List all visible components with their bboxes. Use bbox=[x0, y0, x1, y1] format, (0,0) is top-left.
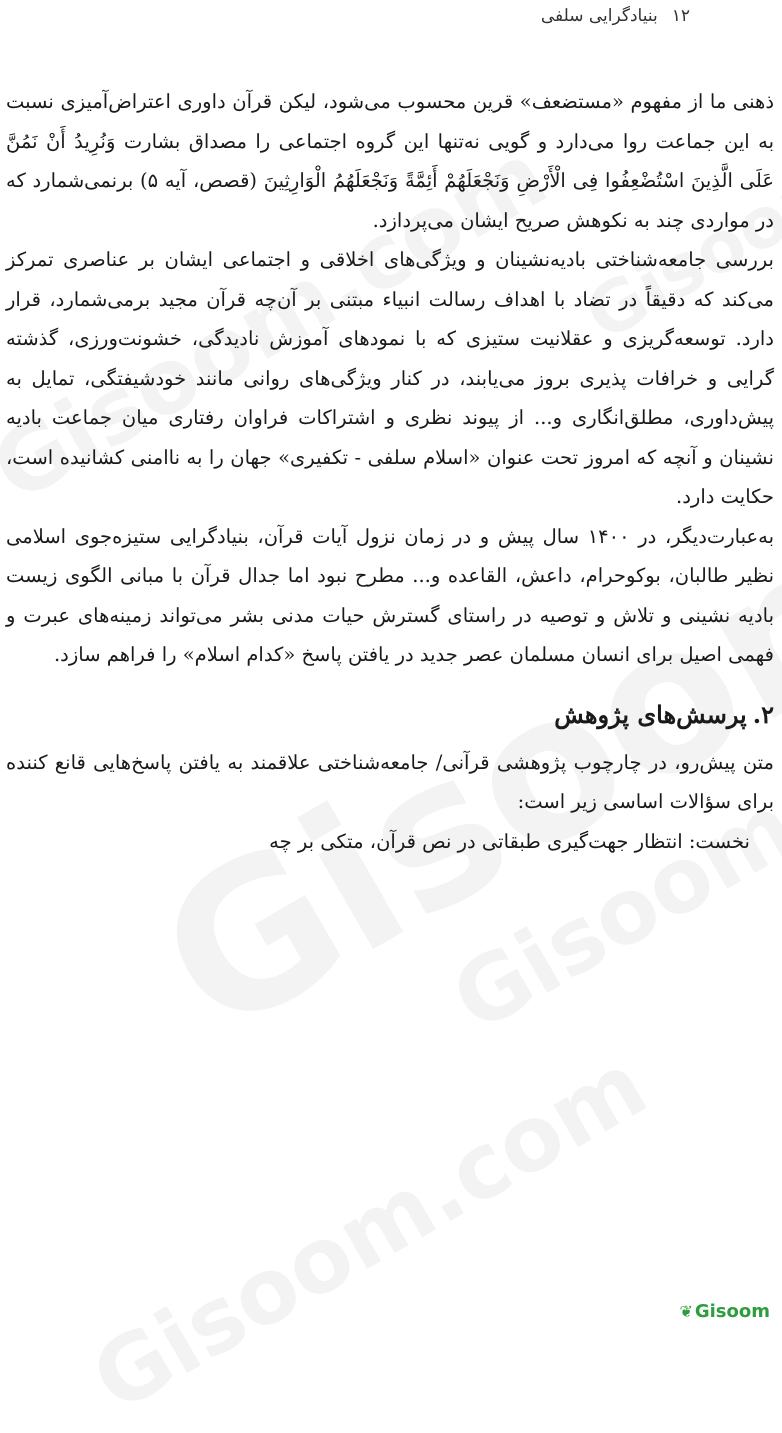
paragraph: ذهنی ما از مفهوم «مستضعف» قرین محسوب می‌شود، لیکن قرآن داوری اعتراض‌آمیزی نسبت به این جماعت روا می‌دارد و گویی نه‌تنها این گروه اجتماعی را مصداق بشارت وَنُرِیدُ أَنْ نَمُنَّ عَلَی الَّذِینَ اسْتُضْعِفُوا فِی الْأَرْضِ وَنَجْعَلَهُمْ أَئِمَّةً وَنَجْعَلَهُمُ الْوَارِثِینَ (قصص، آیه ۵) برنمی‌شمارد که در مواردی چند به نکوهش صریح ایشان می‌پردازد. bbox=[6, 90, 774, 232]
leaf-icon: ❦ bbox=[679, 1302, 693, 1321]
gisoom-logo bbox=[679, 1301, 770, 1322]
section-title: پرسش‌های پژوهش bbox=[554, 699, 747, 729]
section-number: ۲. bbox=[752, 699, 774, 729]
paragraph: نخست: انتظار جهت‌گیری طبقاتی در نص قرآن، متکی بر چه bbox=[269, 829, 750, 853]
section-heading bbox=[6, 693, 774, 737]
paragraph: متن پیش‌رو، در چارچوب پژوهشی قرآنی/ جامعه‌شناختی علاقمند به یافتن پاسخ‌هایی قانع کننده برای سؤالات اساسی زیر است: bbox=[6, 750, 774, 813]
page-number: ۱۲ bbox=[671, 6, 690, 26]
watermark bbox=[75, 1032, 663, 1432]
page-content bbox=[6, 82, 774, 861]
paragraph: به‌عبارت‌دیگر، در ۱۴۰۰ سال پیش و در زمان نزول آیات قرآن، بنیادگرایی ستیزه‌جوی اسلامی نظیر طالبان، بوکوحرام، داعش، القاعده و... مطرح نبود اما جدال قرآن با مبانی الگوی زیست بادیه نشینی و تلاش و توصیه در راستای گسترش حیات مدنی بشر می‌تواند زمینه‌های عبرت و فهمی اصیل برای انسان مسلمان عصر جدید در یافتن پاسخ «کدام اسلام» را فراهم سازد. bbox=[6, 524, 775, 666]
page-header bbox=[541, 6, 690, 26]
logo-text: Gisoom bbox=[694, 1301, 770, 1322]
paragraph: بررسی جامعه‌شناختی بادیه‌نشینان و ویژگی‌های اخلاقی و اجتماعی ایشان بر عناصری تمرکز می‌کند که دقیقاً در تضاد با اهداف رسالت انبیاء مبتنی بر آن‌چه قرآن مجید برمی‌شمارد، قرار دارد. توسعه‌گریزی و عقلانیت ستیزی که با نمودهای آموزش نادیدگی، خشونت‌ورزی، گذشته گرایی و خرافات پذیری بروز می‌یابند، در کنار ویژگی‌های روانی مانند خودشیفتگی، تمایل به پیش‌داوری، مطلق‌انگاری و... از پیوند نظری و اشتراکات فراوان رفتاری میان جماعت بادیه نشینان و آنچه که امروز تحت عنوان «اسلام سلفی - تکفیری» جهان را به ناامنی کشانیده است، حکایت دارد. bbox=[6, 248, 774, 508]
running-title: بنیادگرایی سلفی bbox=[540, 6, 658, 26]
